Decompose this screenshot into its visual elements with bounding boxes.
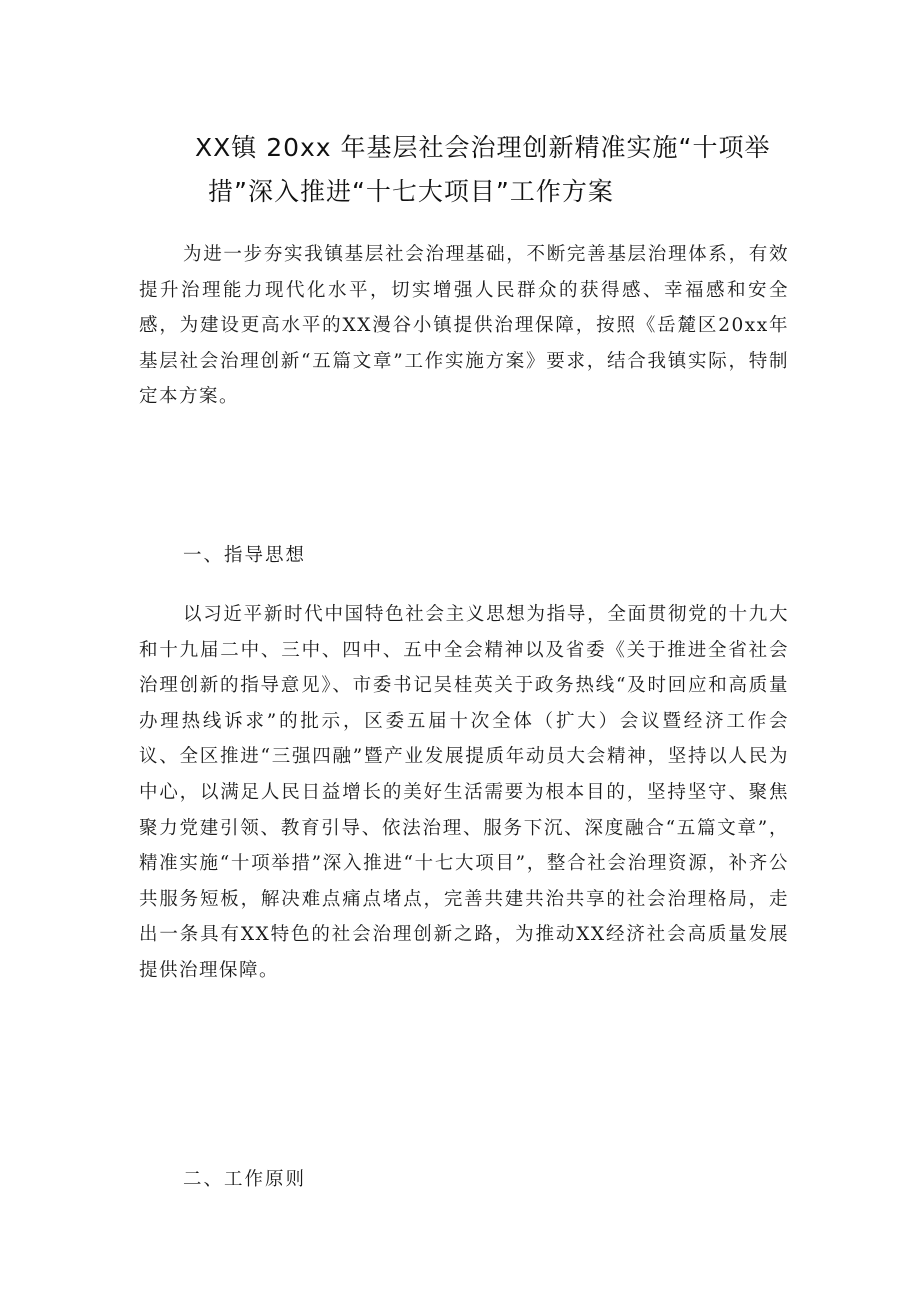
- title-line-1: XX镇 20xx 年基层社会治理创新精准实施“十项举: [195, 133, 771, 162]
- guiding-thought-paragraph: 以习近平新时代中国特色社会主义思想为指导，全面贯彻党的十九大和十九届二中、三中、四中、五中全会精神以及省委《关于推进全省社会治理创新的指导意见》、市委书记吴桂英关于政务热线“及时回应和高质量办理热线诉求”的批示，区委五届十次全体（扩大）会议暨经济工作会议、全区推进“三强四融”暨产业发展提质年动员大会精神，坚持以人民为中心，以满足人民日益增长的美好生活需要为根本目的，坚持坚守、聚焦聚力党建引领、教育引导、依法治理、服务下沉、深度融合“五篇文章”，精准实施“十项举措”深入推进“十七大项目”，整合社会治理资源，补齐公共服务短板，解决难点痛点堵点，完善共建共治共享的社会治理格局，走出一条具有XX特色的社会治理创新之路，为推动XX经济社会高质量发展提供治理保障。: [139, 604, 789, 981]
- section-heading-work-principles: 二、工作原则: [183, 1169, 307, 1190]
- intro-paragraph: 为进一步夯实我镇基层社会治理基础，不断完善基层治理体系，有效提升治理能力现代化水平，切实增强人民群众的获得感、幸福感和安全感，为建设更高水平的XX漫谷小镇提供治理保障，按照《岳麓区20xx年基层社会治理创新“五篇文章”工作实施方案》要求，结合我镇实际，特制定本方案。: [139, 244, 789, 408]
- section-heading-guiding-thought: 一、指导思想: [183, 545, 307, 566]
- title-line-2: 措”深入推进“十七大项目”工作方案: [208, 177, 614, 206]
- document-title: [170, 126, 790, 214]
